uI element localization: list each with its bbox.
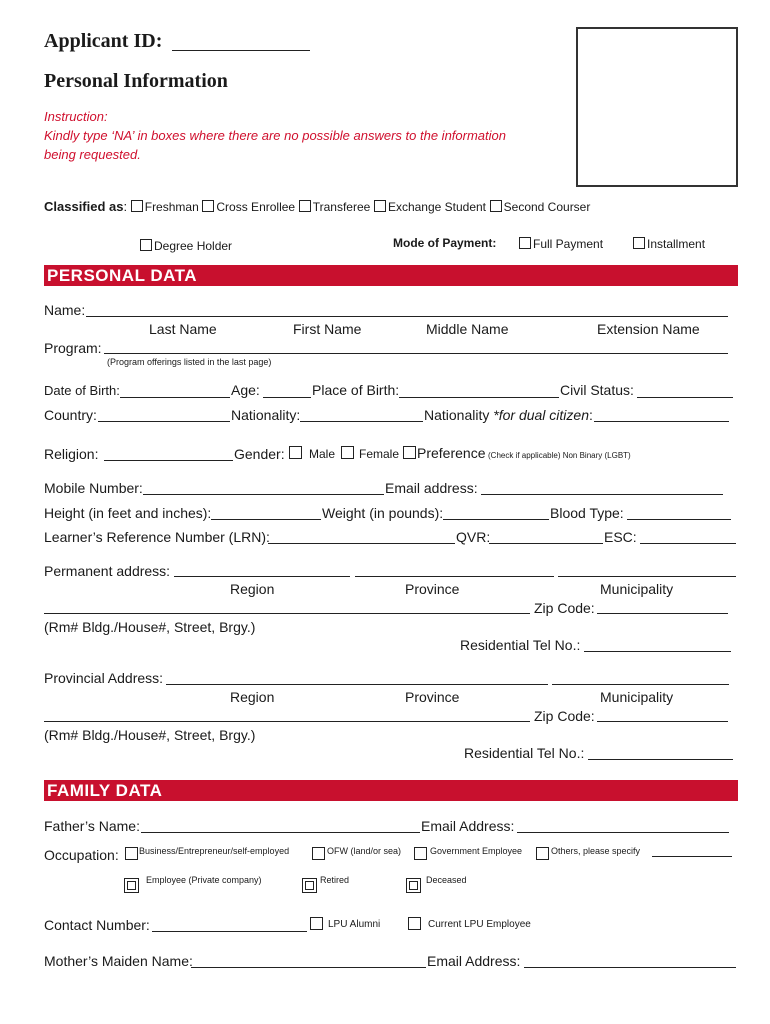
business-label: Business/Entrepreneur/self-employed <box>139 846 290 856</box>
permanent-address-label: Permanent address: <box>44 563 171 579</box>
civil-status-label: Civil Status: <box>560 382 634 398</box>
provincial-province-caption: Province <box>405 689 460 705</box>
provincial-municipality-caption: Municipality <box>600 689 674 705</box>
permanent-municipality-field[interactable] <box>558 576 736 577</box>
others-checkbox[interactable] <box>536 847 549 860</box>
ofw-label: OFW (land/or sea) <box>327 846 402 856</box>
full-payment-checkbox[interactable] <box>519 237 531 249</box>
classified-label: Classified as <box>44 199 124 214</box>
freshman-checkbox[interactable] <box>131 200 143 212</box>
exchange-student-label: Exchange Student <box>387 200 487 214</box>
height-label: Height (in feet and inches): <box>44 505 212 521</box>
provincial-zip-label: Zip Code: <box>534 708 595 724</box>
applicant-id-label: Applicant ID: <box>44 30 163 52</box>
civil-status-field[interactable] <box>637 397 733 398</box>
permanent-region-field[interactable] <box>174 576 350 577</box>
pob-label: Place of Birth: <box>312 382 400 398</box>
contact-number-field[interactable] <box>152 931 307 932</box>
occupation-label: Occupation: <box>44 847 119 863</box>
street-note: (Rm# Bldg./House#, Street, Brgy.) <box>44 619 256 635</box>
provincial-zip-field[interactable] <box>597 721 728 722</box>
last-name-caption: Last Name <box>149 321 217 337</box>
father-email-field[interactable] <box>517 832 729 833</box>
mobile-label: Mobile Number: <box>44 480 143 496</box>
second-courser-label: Second Courser <box>503 200 591 214</box>
transferee-label: Transferee <box>312 200 371 214</box>
retired-label: Retired <box>320 875 350 885</box>
name-field[interactable] <box>86 316 728 317</box>
exchange-student-checkbox[interactable] <box>374 200 386 212</box>
nationality-field[interactable] <box>300 421 423 422</box>
instruction-label: Instruction: <box>44 109 108 124</box>
provincial-tel-label: Residential Tel No.: <box>464 745 585 761</box>
municipality-caption: Municipality <box>600 581 674 597</box>
full-payment-label: Full Payment <box>533 237 604 251</box>
pob-field[interactable] <box>399 397 559 398</box>
gender-label: Gender: <box>234 446 285 462</box>
male-checkbox[interactable] <box>289 446 302 459</box>
preference-label: Preference <box>417 445 486 461</box>
provincial-region-province-field[interactable] <box>166 684 548 685</box>
nationality-label: Nationality: <box>231 407 301 423</box>
personal-info-title: Personal Information <box>44 70 228 92</box>
middle-name-caption: Middle Name <box>426 321 509 337</box>
residential-tel-field[interactable] <box>584 651 731 652</box>
blood-type-label: Blood Type: <box>550 505 624 521</box>
deceased-label: Deceased <box>426 875 467 885</box>
name-label: Name: <box>44 302 86 318</box>
esc-field[interactable] <box>640 543 736 544</box>
dob-label: Date of Birth: <box>44 383 120 398</box>
degree-holder-checkbox[interactable] <box>140 239 152 251</box>
height-field[interactable] <box>211 519 321 520</box>
personal-data-band <box>44 265 738 286</box>
lpu-employee-label: Current LPU Employee <box>428 919 531 930</box>
deceased-checkbox[interactable] <box>406 878 421 893</box>
female-checkbox[interactable] <box>341 446 354 459</box>
nationality-dual-label <box>424 407 593 423</box>
first-name-caption: First Name <box>293 321 362 337</box>
zip-code-label: Zip Code: <box>534 600 595 616</box>
age-label: Age: <box>231 382 260 398</box>
email-field[interactable] <box>481 494 723 495</box>
dual-citizen-note: *for dual citizen <box>493 407 589 423</box>
age-field[interactable] <box>263 397 311 398</box>
contact-number-label: Contact Number: <box>44 917 150 933</box>
nationality-dual-field[interactable] <box>594 421 729 422</box>
country-label: Country: <box>44 407 97 423</box>
provincial-municipality-field[interactable] <box>552 684 729 685</box>
family-data-title: FAMILY DATA <box>47 781 163 800</box>
province-caption: Province <box>405 581 460 597</box>
religion-field[interactable] <box>104 460 233 461</box>
cross-enrollee-label: Cross Enrollee <box>216 200 296 214</box>
lrn-field[interactable] <box>268 543 455 544</box>
nationality-2-text: Nationality <box>424 407 490 423</box>
dual-colon: : <box>588 407 593 423</box>
personal-data-title: PERSONAL DATA <box>47 266 198 285</box>
region-caption: Region <box>230 581 275 597</box>
installment-checkbox[interactable] <box>633 237 645 249</box>
esc-label: ESC: <box>604 529 637 545</box>
instruction-line-2: being requested. <box>44 147 141 162</box>
father-email-label: Email Address: <box>421 818 515 834</box>
retired-checkbox[interactable] <box>302 878 317 893</box>
installment-label: Installment <box>647 237 706 251</box>
government-label: Government Employee <box>430 846 523 856</box>
applicant-id-field[interactable] <box>172 50 310 51</box>
father-name-field[interactable] <box>141 832 420 833</box>
father-name-label: Father’s Name: <box>44 818 140 834</box>
mobile-field[interactable] <box>143 494 384 495</box>
preference-note: (Check if applicable) Non Binary (LGBT) <box>488 451 631 460</box>
qvr-label: QVR: <box>456 529 491 545</box>
mother-name-field[interactable] <box>191 967 426 968</box>
country-field[interactable] <box>98 421 230 422</box>
permanent-zip-field[interactable] <box>597 613 728 614</box>
transferee-checkbox[interactable] <box>299 200 311 212</box>
extension-name-caption: Extension Name <box>597 321 700 337</box>
weight-label: Weight (in pounds): <box>322 505 444 521</box>
residential-tel-label: Residential Tel No.: <box>460 637 581 653</box>
weight-field[interactable] <box>443 519 549 520</box>
provincial-region-caption: Region <box>230 689 275 705</box>
lpu-employee-checkbox[interactable] <box>408 917 421 930</box>
permanent-province-field[interactable] <box>355 576 554 577</box>
provincial-tel-field[interactable] <box>588 759 733 760</box>
degree-holder-label: Degree Holder <box>154 239 233 253</box>
lrn-label: Learner’s Reference Number (LRN): <box>44 529 270 545</box>
mother-email-label: Email Address: <box>427 953 521 969</box>
program-label: Program: <box>44 340 102 356</box>
provincial-street-field[interactable] <box>44 721 530 722</box>
preference-checkbox[interactable] <box>403 446 416 459</box>
second-courser-checkbox[interactable] <box>490 200 502 212</box>
ofw-checkbox[interactable] <box>312 847 325 860</box>
blood-type-field[interactable] <box>627 519 731 520</box>
mother-name-label: Mother’s Maiden Name: <box>44 953 193 969</box>
permanent-street-field[interactable] <box>44 613 530 614</box>
payment-label: Mode of Payment: <box>393 236 497 250</box>
family-data-band <box>44 780 738 801</box>
business-checkbox[interactable] <box>125 847 138 860</box>
female-label: Female <box>359 447 400 461</box>
instruction-line-1: Kindly type ‘NA’ in boxes where there are no possible answers to the information <box>44 128 506 143</box>
others-label: Others, please specify <box>551 846 641 856</box>
private-employee-checkbox[interactable] <box>124 878 139 893</box>
program-field[interactable] <box>104 353 728 354</box>
freshman-label: Freshman <box>144 200 199 214</box>
qvr-field[interactable] <box>489 543 603 544</box>
provincial-address-label: Provincial Address: <box>44 670 164 686</box>
mother-email-field[interactable] <box>524 967 736 968</box>
private-employee-label: Employee (Private company) <box>146 875 262 885</box>
lpu-alumni-checkbox[interactable] <box>310 917 323 930</box>
classified-row: Classified as: Freshman Cross Enrollee Transferee Exchange Student Second Courser <box>44 199 591 214</box>
program-note: (Program offerings listed in the last page) <box>107 357 272 367</box>
photo-box[interactable] <box>576 27 738 187</box>
installment-row <box>633 237 705 251</box>
others-specify-field[interactable] <box>652 856 732 857</box>
dob-field[interactable] <box>120 397 230 398</box>
male-label: Male <box>309 447 336 461</box>
religion-label: Religion: <box>44 446 99 462</box>
full-payment-row <box>519 237 603 251</box>
email-label: Email address: <box>385 480 478 496</box>
provincial-street-note: (Rm# Bldg./House#, Street, Brgy.) <box>44 727 256 743</box>
degree-holder-row <box>140 239 232 253</box>
lpu-alumni-label: LPU Alumni <box>328 919 381 930</box>
cross-enrollee-checkbox[interactable] <box>202 200 214 212</box>
government-checkbox[interactable] <box>414 847 427 860</box>
